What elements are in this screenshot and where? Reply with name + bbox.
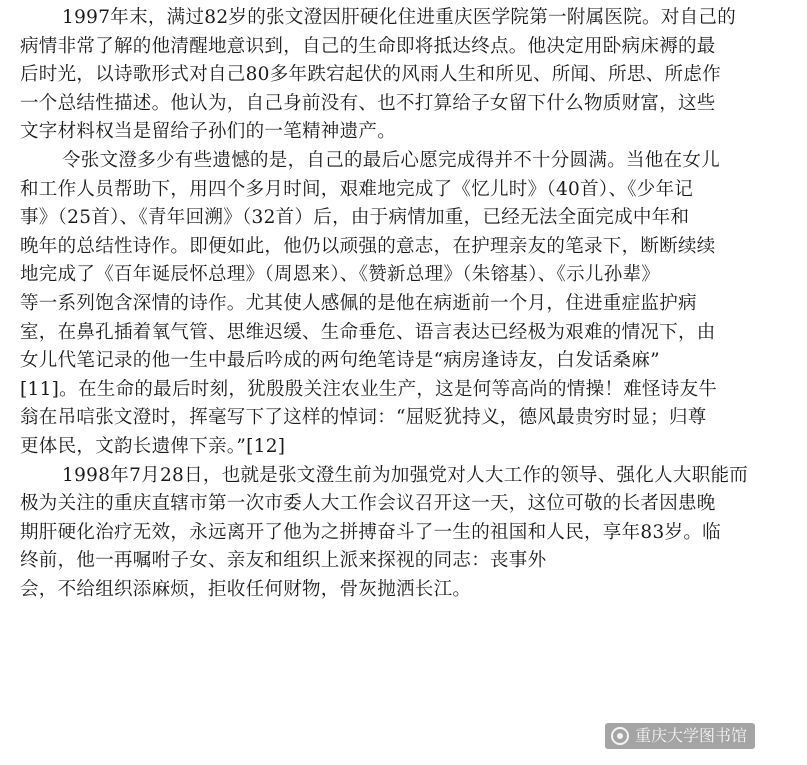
library-watermark: [605, 723, 755, 749]
text-line: 和工作人员帮助下，用四个多月时间，艰难地完成了《忆儿时》（40首）、《少年记: [20, 178, 694, 200]
paragraph-3: [20, 462, 790, 605]
text-line: 事》（25首）、《青年回溯》（32首）后，由于病情加重，已经无法全面完成中年和: [20, 207, 690, 229]
text-line: 晚年的总结性诗作。即便如此，他仍以顽强的意志，在护理亲友的笔录下，断断续续: [20, 235, 716, 257]
text-line: 翁在吊唁张文澄时，挥毫写下了这样的悼词：“屈贬犹持义，德风最贵穷时显；归尊: [20, 407, 707, 429]
document-page: [20, 4, 790, 604]
text-line: 室，在鼻孔插着氧气管、思维迟缓、生命垂危、语言表达已经极为艰难的情况下，由: [20, 321, 716, 343]
text-line: 1997年末，满过82岁的张文澄因肝硬化住进重庆医学院第一附属医院。对自己的: [62, 7, 737, 28]
text-line: 更体民，文韵长遗俾下亲。”[12]: [20, 435, 286, 457]
text-line: 一个总结性描述。他认为，自己身前没有、也不打算给子女留下什么物质财富，这些: [20, 92, 716, 114]
text-line: 地完成了《百年诞辰怀总理》（周恩来）、《赞新总理》（朱镕基）、《示儿孙辈》: [20, 264, 661, 286]
text-line: 病情非常了解的他清醒地意识到，自己的生命即将抵达终点。他决定用卧病床褥的最: [20, 35, 716, 57]
text-line: 极为关注的重庆直辖市第一次市委人大工作会议召开这一天，这位可敬的长者因患晚: [20, 493, 716, 515]
text-line: 女儿代笔记录的他一生中最后吟成的两句绝笔诗是“病房逢诗友，白发话桑麻”: [20, 350, 660, 372]
text-line: 等一系列饱含深情的诗作。尤其使人感佩的是他在病逝前一个月，住进重症监护病: [20, 292, 697, 314]
library-logo-icon: [611, 727, 629, 745]
watermark-text: 重庆大学图书馆: [634, 726, 747, 745]
paragraph-1: [20, 4, 790, 147]
text-line: 1998年7月28日，也就是张文澄生前为加强党对人大工作的领导、强化人大职能而: [62, 464, 749, 486]
text-line: 文字材料权当是留给子孙们的一笔精神遗产。: [20, 121, 397, 143]
text-line: [11]。在生命的最后时刻，犹殷殷关注农业生产，这是何等高尚的情操！难怪诗友牛: [20, 378, 718, 400]
text-line: 后时光，以诗歌形式对自己80多年跌宕起伏的风雨人生和所见、所闻、所思、所虑作: [20, 64, 721, 86]
text-line: 终前，他一再嘱咐子女、亲友和组织上派来探视的同志：丧事外: [20, 550, 547, 572]
text-line: 会，不给组织添麻烦，拒收任何财物，骨灰抛洒长江。: [20, 578, 472, 600]
paragraph-2: [20, 147, 790, 462]
text-line: 令张文澄多少有些遗憾的是，自己的最后心愿完成得并不十分圆满。当他在女儿: [62, 149, 721, 171]
text-line: 期肝硬化治疗无效，永远离开了他为之拼搏奋斗了一生的祖国和人民，享年83岁。临: [20, 521, 721, 543]
